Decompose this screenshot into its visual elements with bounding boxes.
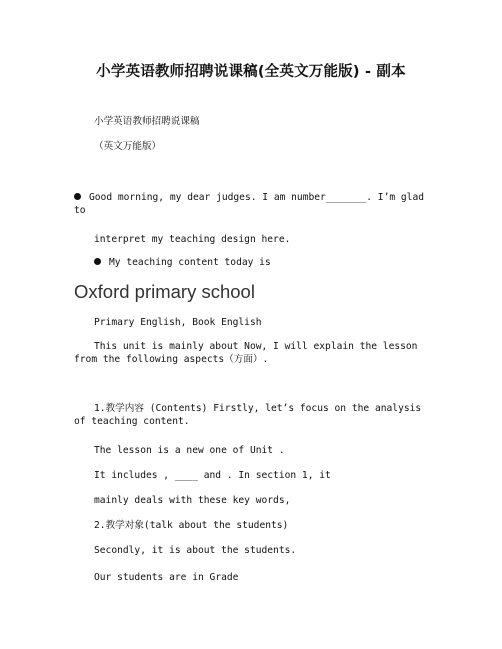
subtitle: 小学英语教师招聘说课稿: [94, 116, 200, 127]
keywords-text: mainly deals with these key words,: [94, 495, 291, 506]
version-note: （英文万能版）: [94, 141, 162, 152]
greeting-paragraph: [74, 192, 434, 217]
content-intro-paragraph: [94, 257, 271, 269]
grade-text: Our students are in Grade: [94, 572, 239, 583]
document-title: 小学英语教师招聘说课稿(全英文万能版) - 副本: [96, 64, 406, 80]
students-heading: 2.教学对象(talk about the students): [94, 520, 289, 531]
bullet-icon: [74, 193, 81, 200]
contents-text: 1.教学内容 (Contents) Firstly, let’s focus on the analysis of teaching content.: [74, 403, 422, 427]
book-text: Primary English, Book English: [94, 317, 262, 328]
includes-text: It includes , ____ and . In section 1, it: [94, 470, 331, 481]
bullet-icon: [94, 258, 101, 265]
content-intro-text: My teaching content today is: [109, 257, 271, 268]
greeting-text: Good morning, my dear judges. I am number_______. I’m glad to: [74, 192, 425, 216]
unit-about-text: This unit is mainly about Now, I will explain the lesson from the following aspects（方面）.: [74, 341, 418, 365]
students-intro-text: Secondly, it is about the students.: [94, 545, 297, 556]
new-lesson-text: The lesson is a new one of Unit .: [94, 445, 285, 456]
oxford-image-text: Oxford primary school: [74, 281, 255, 302]
interpret-text: interpret my teaching design here.: [94, 234, 291, 245]
